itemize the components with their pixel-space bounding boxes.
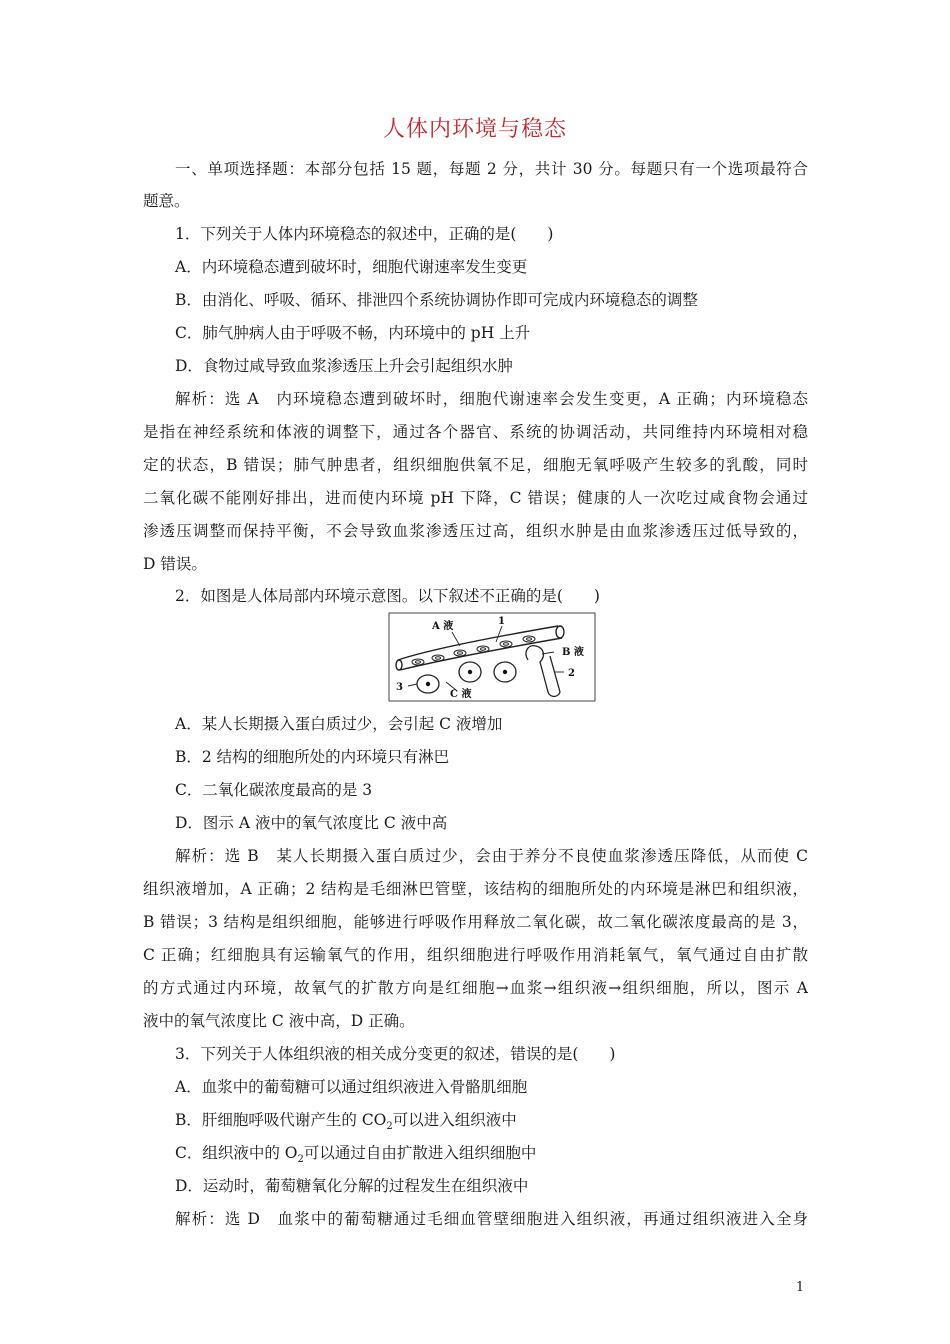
q2-stem: 2．如图是人体局部内环境示意图。以下叙述不正确的是( ) xyxy=(175,587,600,605)
q2-option-c: C．二氧化碳浓度最高的是 3 xyxy=(175,781,373,799)
q1-option-a: A．内环境稳态遭到破坏时，细胞代谢速率发生变更 xyxy=(175,258,528,276)
tissue-fluid-diagram xyxy=(388,612,596,702)
page-title: 人体内环境与稳态 xyxy=(382,117,567,142)
label-a-fluid: A 液 xyxy=(432,621,454,632)
q1-option-d: D．食物过咸导致血浆渗透压上升会引起组织水肿 xyxy=(175,357,513,375)
q2-analysis-line: 的方式通过内环境，故氧气的扩散方向是红细胞→血浆→组织液→组织细胞，所以，图示 A xyxy=(143,979,808,997)
q2-option-b: B．2 结构的细胞所处的内环境只有淋巴 xyxy=(175,748,450,766)
q3-option-a: A．血浆中的葡萄糖可以通过组织液进入骨骼肌细胞 xyxy=(175,1078,528,1096)
q2-analysis-line: B 错误；3 结构是组织细胞，能够进行呼吸作用释放二氧化碳，故二氧化碳浓度最高的是 3， xyxy=(143,913,808,931)
q1-analysis-line: 渗透压调整而保持平衡，不会导致血浆渗透压过高，组织水肿是由血浆渗透压过低导致的， xyxy=(143,522,808,540)
q3-option-b xyxy=(175,1109,808,1131)
q3-stem: 3．下列关于人体组织液的相关成分变更的叙述，错误的是( ) xyxy=(175,1045,616,1063)
q2-analysis-line: C 正确；红细胞具有运输氧气的作用，组织细胞进行呼吸作用消耗氧气，氧气通过自由扩散 xyxy=(143,946,808,964)
label-3: 3 xyxy=(396,682,403,693)
q3-option-b-text: B．肝细胞呼吸代谢产生的 CO xyxy=(175,1111,387,1129)
q1-analysis-line: 是指在神经系统和体液的调整下，通过各个器官、系统的协调活动，共同维持内环境相对稳 xyxy=(143,423,808,441)
q1-analysis-line: 解析：选 A 内环境稳态遭到破坏时，细胞代谢速率会发生变更，A 正确；内环境稳态 xyxy=(175,390,808,408)
label-b-fluid: B 液 xyxy=(562,647,584,658)
q1-option-c: C．肺气肿病人由于呼吸不畅，内环境中的 pH 上升 xyxy=(175,324,531,342)
q1-option-b: B．由消化、呼吸、循环、排泄四个系统协调协作即可完成内环境稳态的调整 xyxy=(175,291,698,309)
q1-analysis-line: 二氧化碳不能刚好排出，进而使内环境 pH 下降，C 错误；健康的人一次吃过咸食物会通过 xyxy=(143,489,808,507)
label-2: 2 xyxy=(568,668,575,679)
q3-option-d: D．运动时，葡萄糖氧化分解的过程发生在组织液中 xyxy=(175,1177,529,1195)
q1-analysis-line: D 错误。 xyxy=(143,555,207,573)
q2-option-a: A．某人长期摄入蛋白质过少，会引起 C 液增加 xyxy=(175,715,503,733)
q1-stem: 1．下列关于人体内环境稳态的叙述中，正确的是( ) xyxy=(175,225,554,243)
q3-option-b-rest: 可以进入组织液中 xyxy=(392,1111,517,1129)
label-1: 1 xyxy=(498,616,505,627)
q3-option-c-subscript: 2 xyxy=(297,1154,304,1165)
q2-analysis-line: 液中的氧气浓度比 C 液中高，D 正确。 xyxy=(143,1012,415,1030)
q2-option-d: D．图示 A 液中的氧气浓度比 C 液中高 xyxy=(175,814,448,832)
q3-option-b-subscript: 2 xyxy=(386,1121,393,1132)
page-number: 1 xyxy=(795,1280,805,1295)
q3-option-c-rest: 可以通过自由扩散进入组织细胞中 xyxy=(303,1144,537,1162)
q3-option-c-text: C．组织液中的 O xyxy=(175,1144,298,1162)
section-header-line2: 题意。 xyxy=(143,192,190,210)
q2-analysis-line: 解析：选 B 某人长期摄入蛋白质过少，会由于养分不良使血浆渗透压降低，从而使 C xyxy=(175,847,808,865)
q3-analysis-line: 解析：选 D 血浆中的葡萄糖通过毛细血管壁细胞进入组织液，再通过组织液进入全身 xyxy=(175,1210,808,1228)
q2-analysis-line: 组织液增加，A 正确；2 结构是毛细淋巴管壁，该结构的细胞所处的内环境是淋巴和组织液， xyxy=(143,880,808,898)
q3-option-c xyxy=(175,1142,808,1164)
section-header-line1: 一、单项选择题：本部分包括 15 题，每题 2 分，共计 30 分。每题只有一个选项最符合 xyxy=(175,160,808,178)
label-c-fluid: C 液 xyxy=(450,689,472,700)
q1-analysis-line: 定的状态，B 错误；肺气肿患者，组织细胞供氧不足，细胞无氧呼吸产生较多的乳酸，同时 xyxy=(143,456,808,474)
